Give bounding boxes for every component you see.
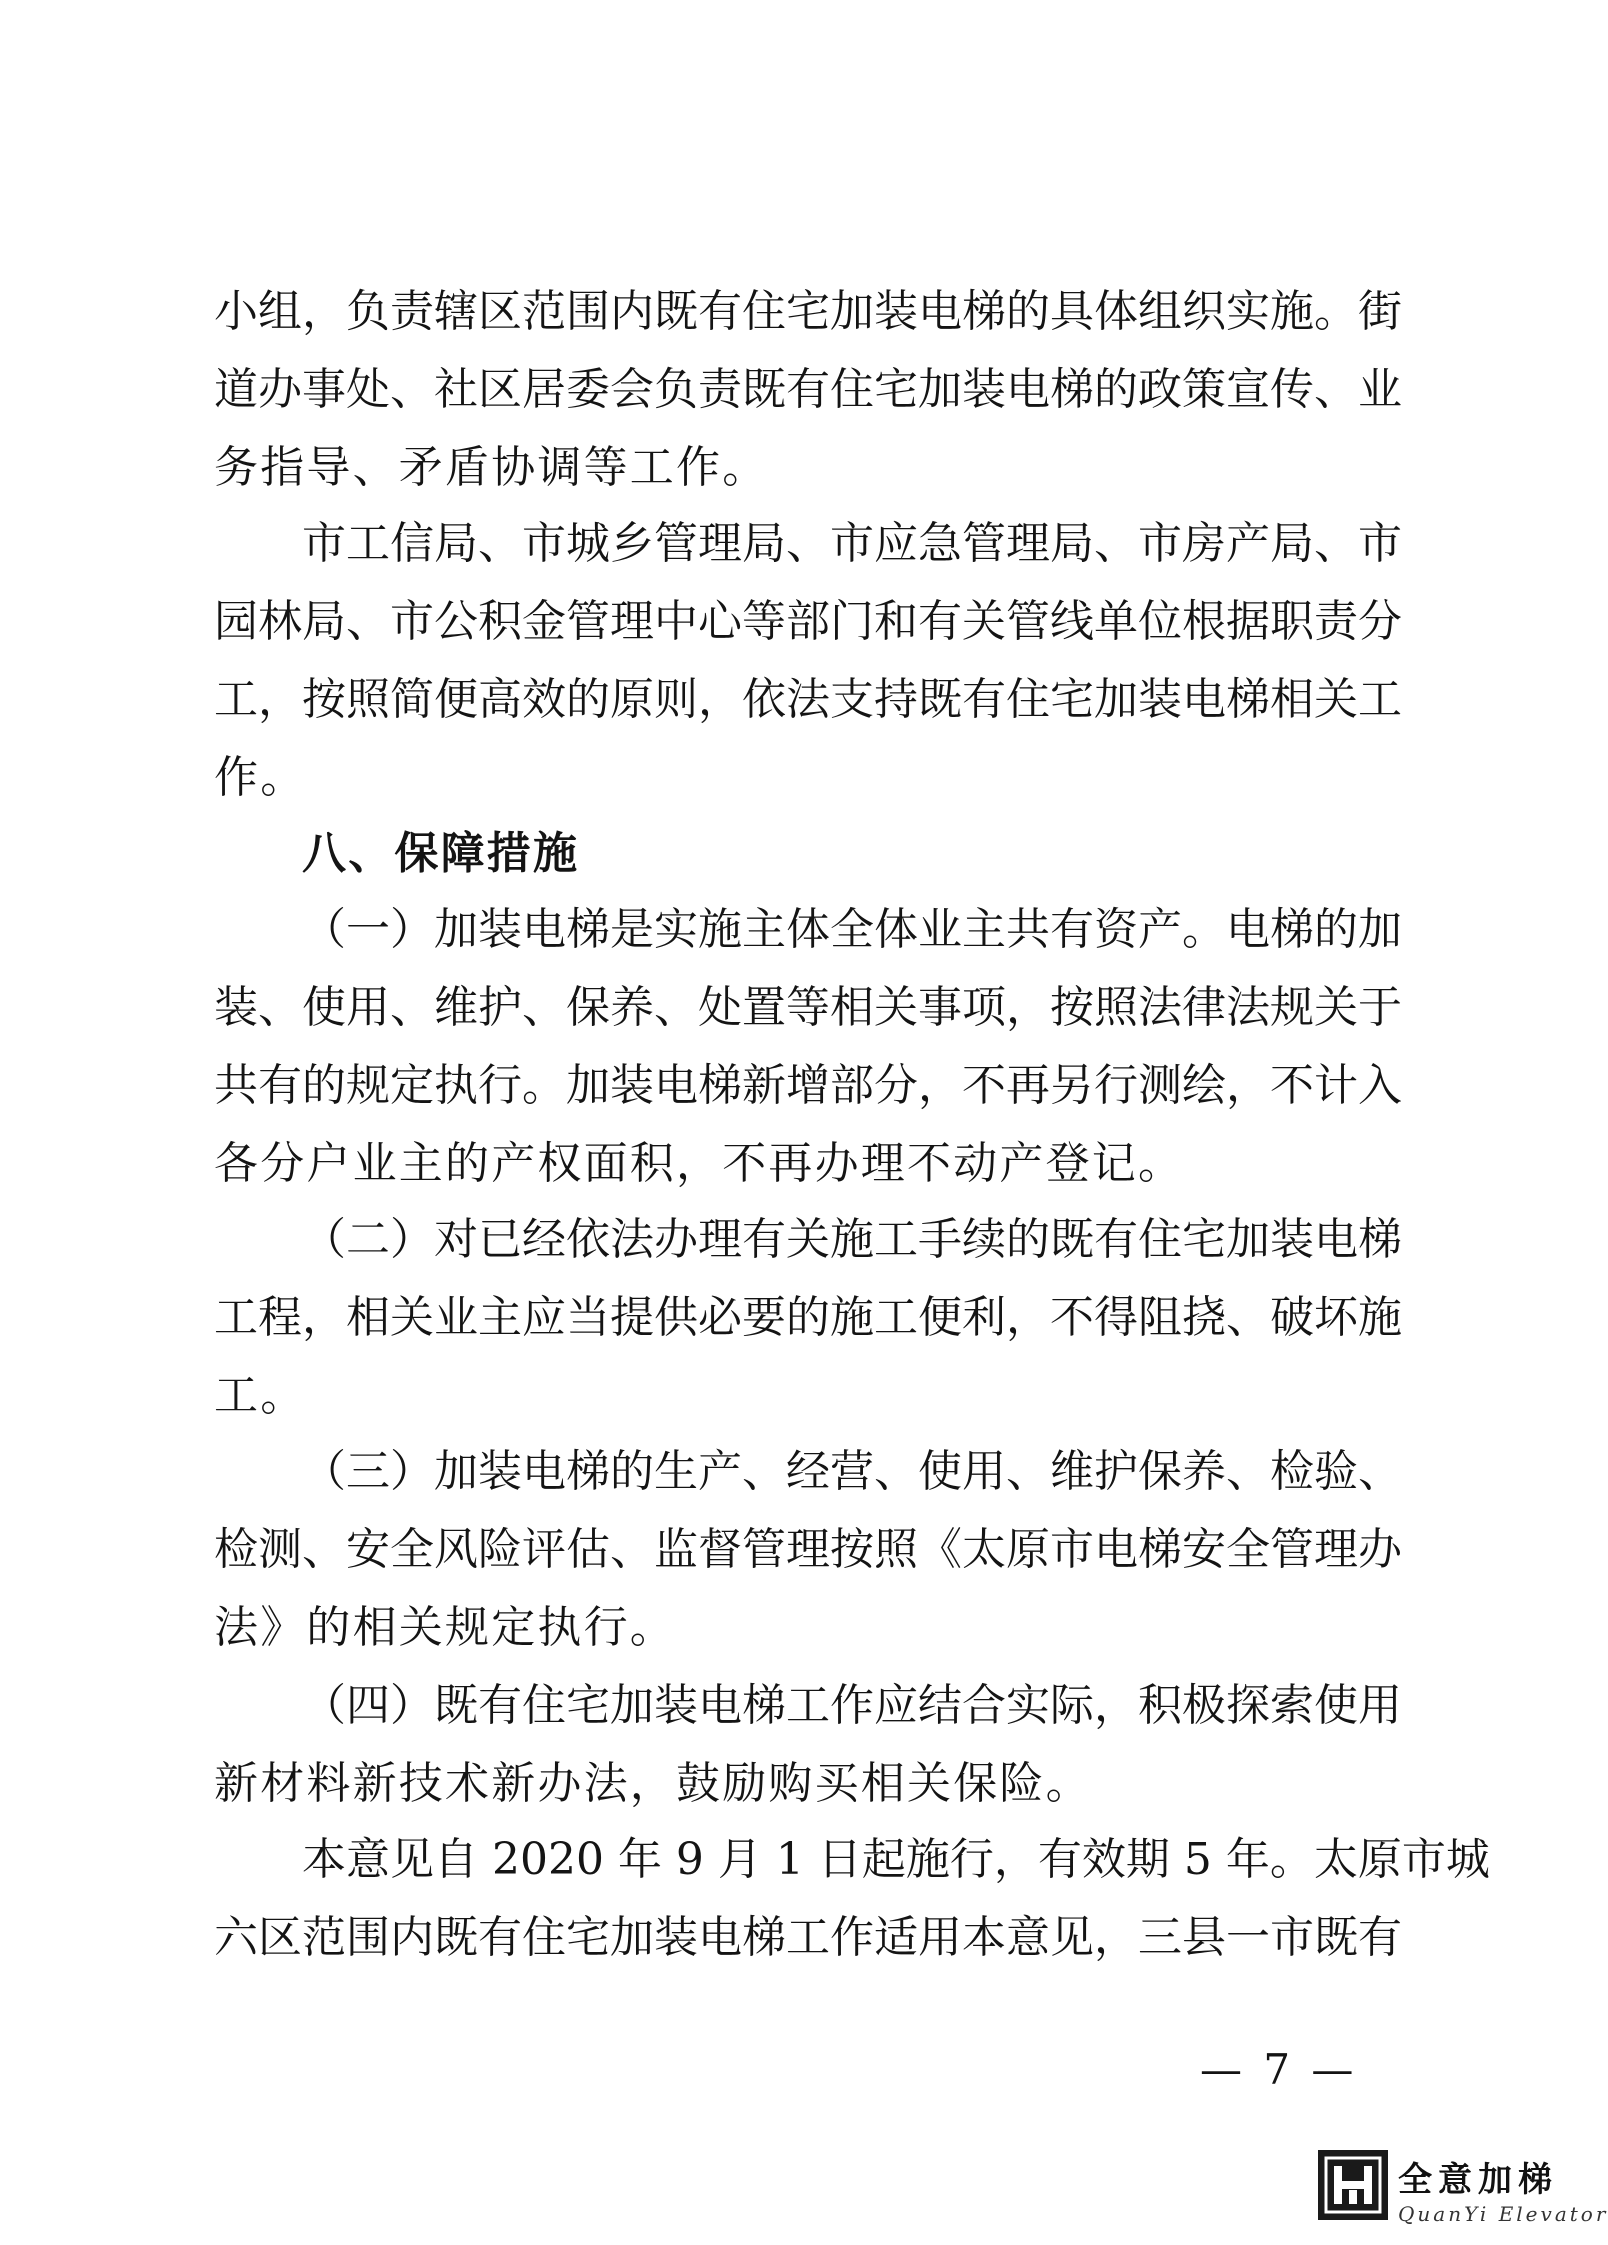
paragraph-line: 工，按照简便高效的原则，依法支持既有住宅加装电梯相关工 bbox=[214, 674, 1402, 725]
paragraph-line: 新材料新技术新办法，鼓励购买相关保险。 bbox=[214, 1758, 1092, 1809]
logo-subtitle: QuanYi Elevator bbox=[1398, 2202, 1608, 2226]
paragraph-line: （四）既有住宅加装电梯工作应结合实际，积极探索使用 bbox=[302, 1680, 1402, 1731]
logo-name: 全意加梯 bbox=[1398, 2160, 1558, 2200]
paragraph-line: 道办事处、社区居委会负责既有住宅加装电梯的政策宣传、业 bbox=[214, 364, 1402, 415]
paragraph-line: 六区范围内既有住宅加装电梯工作适用本意见，三县一市既有 bbox=[214, 1912, 1402, 1963]
paragraph-line: 工程，相关业主应当提供必要的施工便利，不得阻挠、破坏施 bbox=[214, 1292, 1402, 1343]
paragraph-line: 园林局、市公积金管理中心等部门和有关管线单位根据职责分 bbox=[214, 596, 1402, 647]
paragraph-line: 作。 bbox=[214, 752, 307, 803]
page-number: — 7 — bbox=[1200, 2045, 1358, 2094]
brand-logo bbox=[1318, 2150, 1608, 2234]
paragraph-line: 工。 bbox=[214, 1370, 307, 1421]
building-logo-icon bbox=[1318, 2150, 1388, 2220]
paragraph-line: （一）加装电梯是实施主体全体业主共有资产。电梯的加 bbox=[302, 904, 1402, 955]
paragraph-line: （三）加装电梯的生产、经营、使用、维护保养、检验、 bbox=[302, 1446, 1402, 1497]
paragraph-line: 本意见自 2020 年 9 月 1 日起施行，有效期 5 年。太原市城 bbox=[302, 1834, 1490, 1885]
paragraph-line: 小组，负责辖区范围内既有住宅加装电梯的具体组织实施。街 bbox=[214, 286, 1402, 337]
paragraph-line: 检测、安全风险评估、监督管理按照《太原市电梯安全管理办 bbox=[214, 1524, 1402, 1575]
paragraph-line: （二）对已经依法办理有关施工手续的既有住宅加装电梯 bbox=[302, 1214, 1402, 1265]
section-heading: 八、保障措施 bbox=[302, 828, 580, 879]
paragraph-line: 法》的相关规定执行。 bbox=[214, 1602, 676, 1653]
paragraph-line: 装、使用、维护、保养、处置等相关事项，按照法律法规关于 bbox=[214, 982, 1402, 1033]
paragraph-line: 务指导、矛盾协调等工作。 bbox=[214, 442, 769, 493]
paragraph-line: 各分户业主的产权面积，不再办理不动产登记。 bbox=[214, 1138, 1185, 1189]
paragraph-line: 市工信局、市城乡管理局、市应急管理局、市房产局、市 bbox=[302, 518, 1402, 569]
paragraph-line: 共有的规定执行。加装电梯新增部分，不再另行测绘，不计入 bbox=[214, 1060, 1402, 1111]
